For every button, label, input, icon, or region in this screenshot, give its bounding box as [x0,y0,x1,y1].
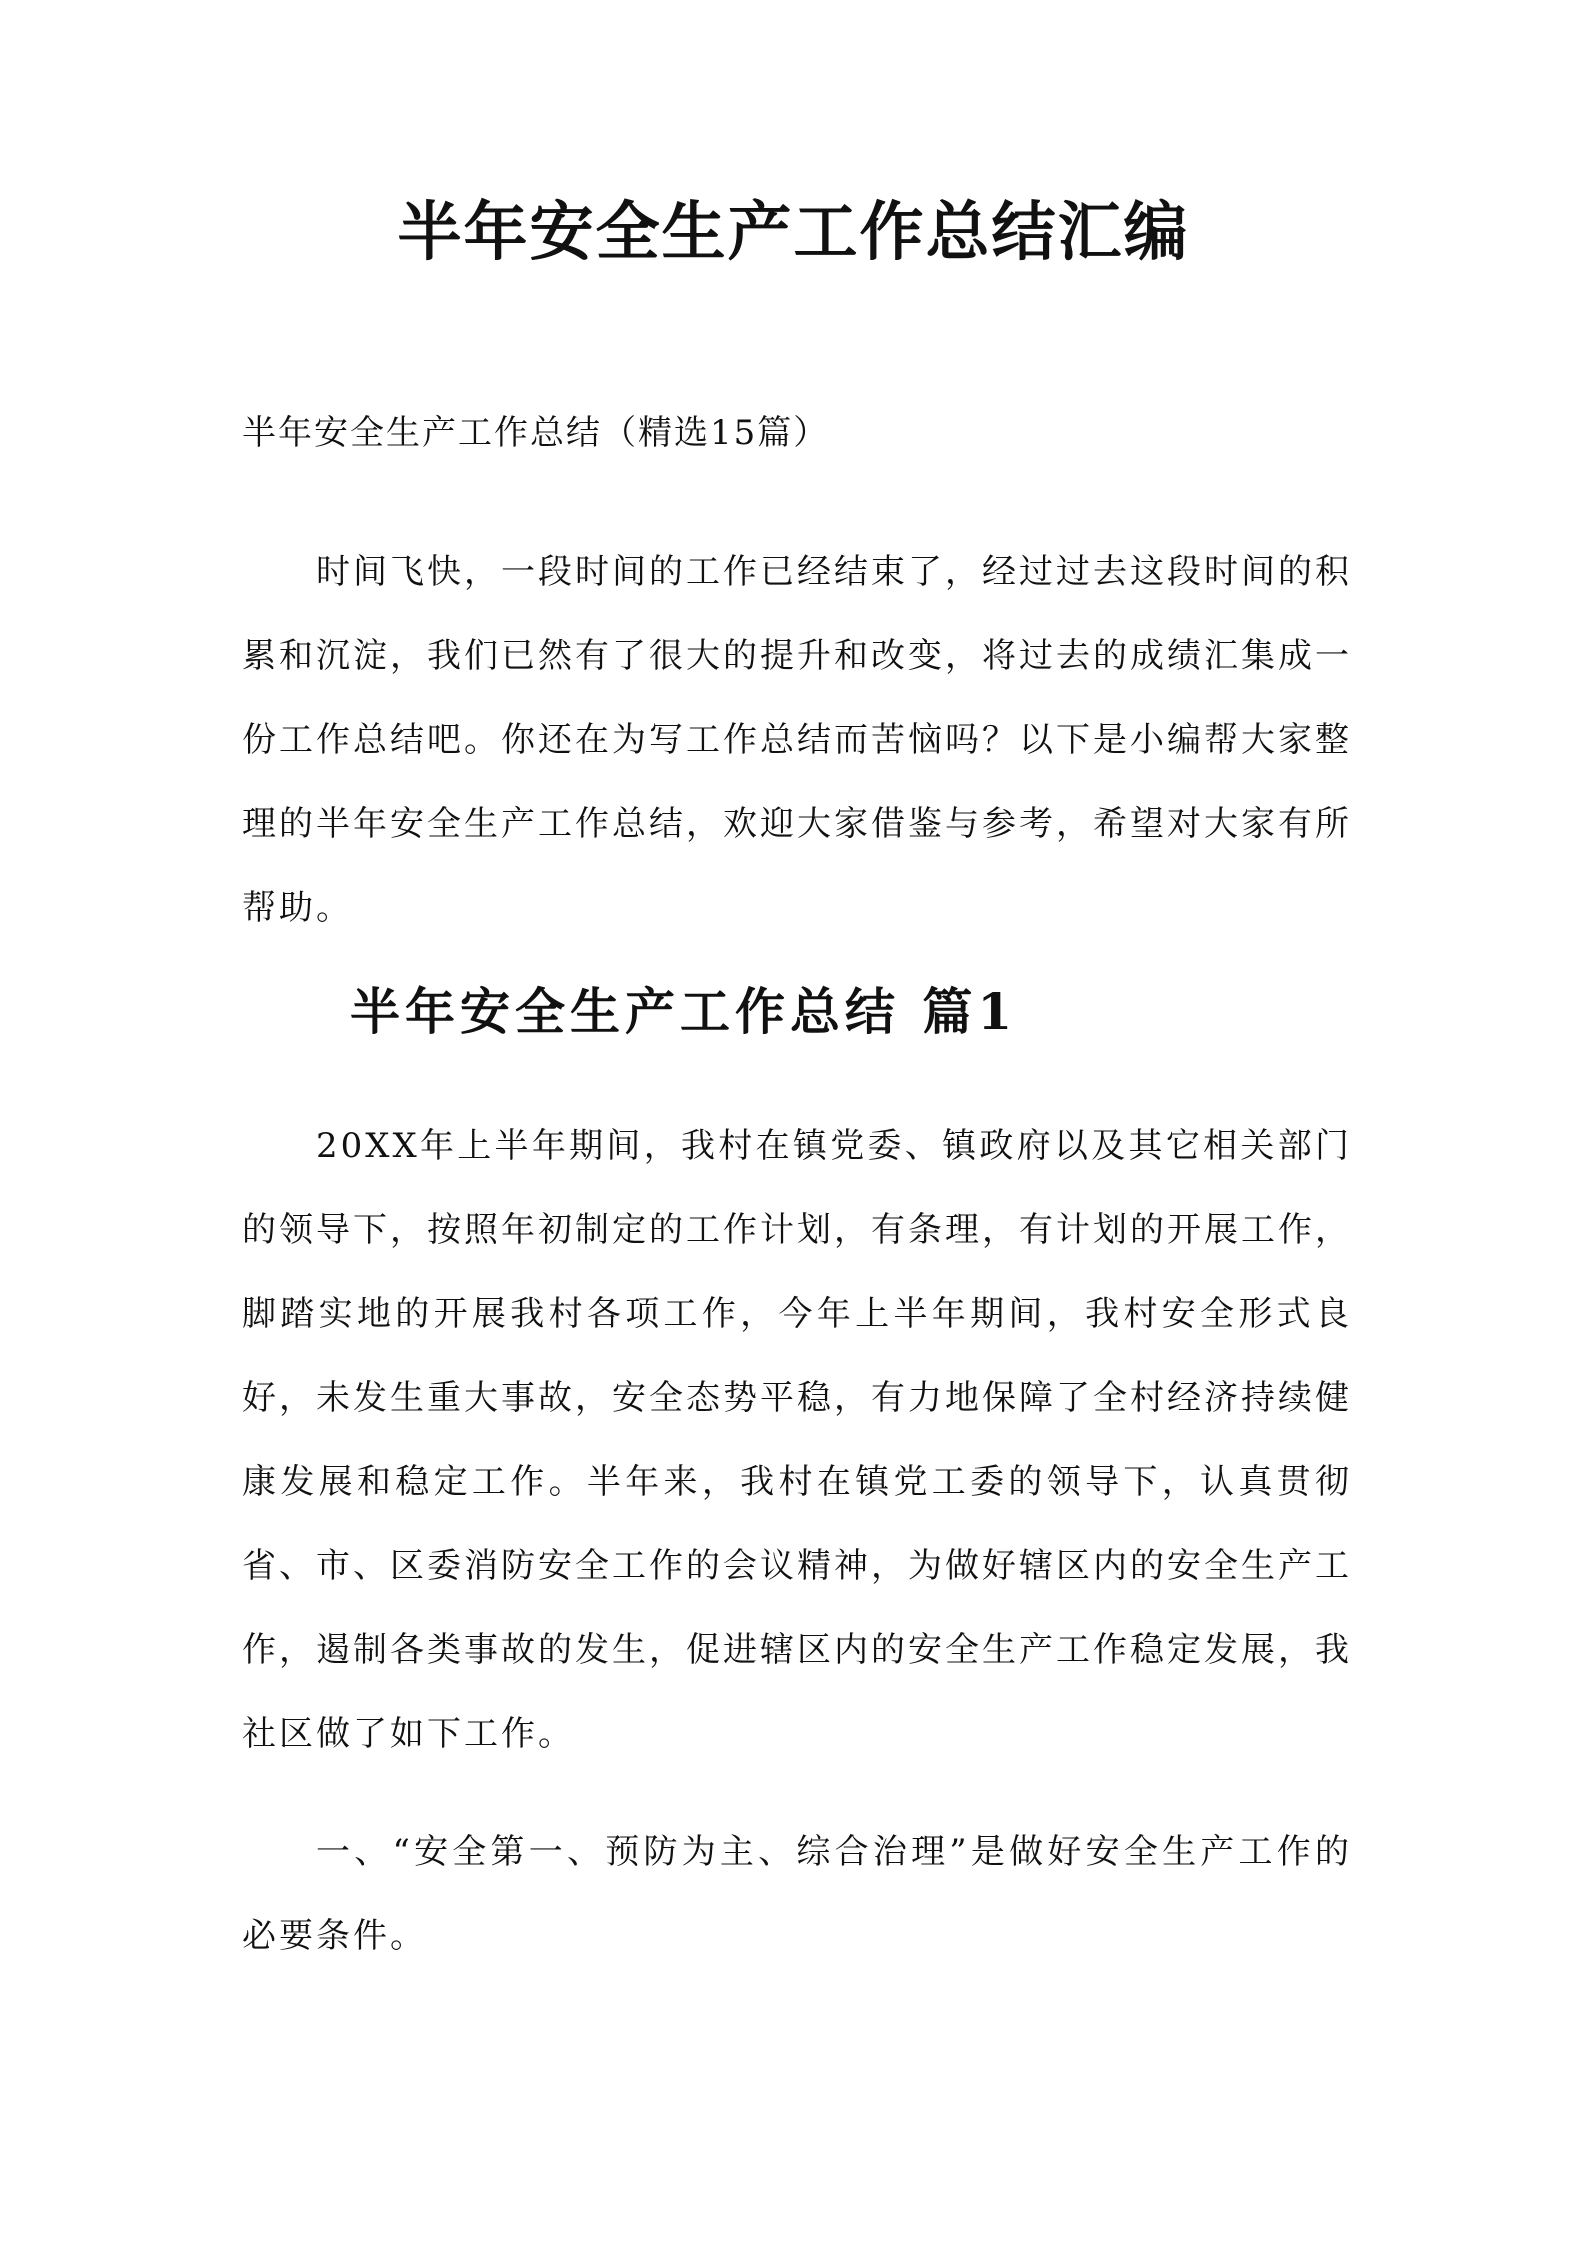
document-subtitle: 半年安全生产工作总结（精选15篇） [242,413,830,453]
section-heading: 半年安全生产工作总结 篇1 [350,982,1018,1041]
intro-paragraph: 时间飞快，一段时间的工作已经结束了，经过过去这段时间的积累和沉淀，我们已然有了很大的提升和改变，将过去的成绩汇集成一份工作总结吧。你还在为写工作总结而苦恼吗？以下是小编帮大家整理的半年安全生产工作总结，欢迎大家借鉴与参考，希望对大家有所帮助。 [242,552,1352,928]
document-title: 半年安全生产工作总结汇编 [397,195,1190,270]
section-item-paragraph: 一、“安全第一、预防为主、综合治理”是做好安全生产工作的必要条件。 [242,1832,1352,1956]
section-paragraph: 20XX年上半年期间，我村在镇党委、镇政府以及其它相关部门的领导下，按照年初制定的工作计划，有条理，有计划的开展工作，脚踏实地的开展我村各项工作，今年上半年期间，我村安全形式良好，未发生重大事故，安全态势平稳，有力地保障了全村经济持续健康发展和稳定工作。半年来，我村在镇党工委的领导下，认真贯彻省、市、区委消防安全工作的会议精神，为做好辖区内的安全生产工作，遏制各类事故的发生，促进辖区内的安全生产工作稳定发展，我社区做了如下工作。 [242,1126,1352,1754]
